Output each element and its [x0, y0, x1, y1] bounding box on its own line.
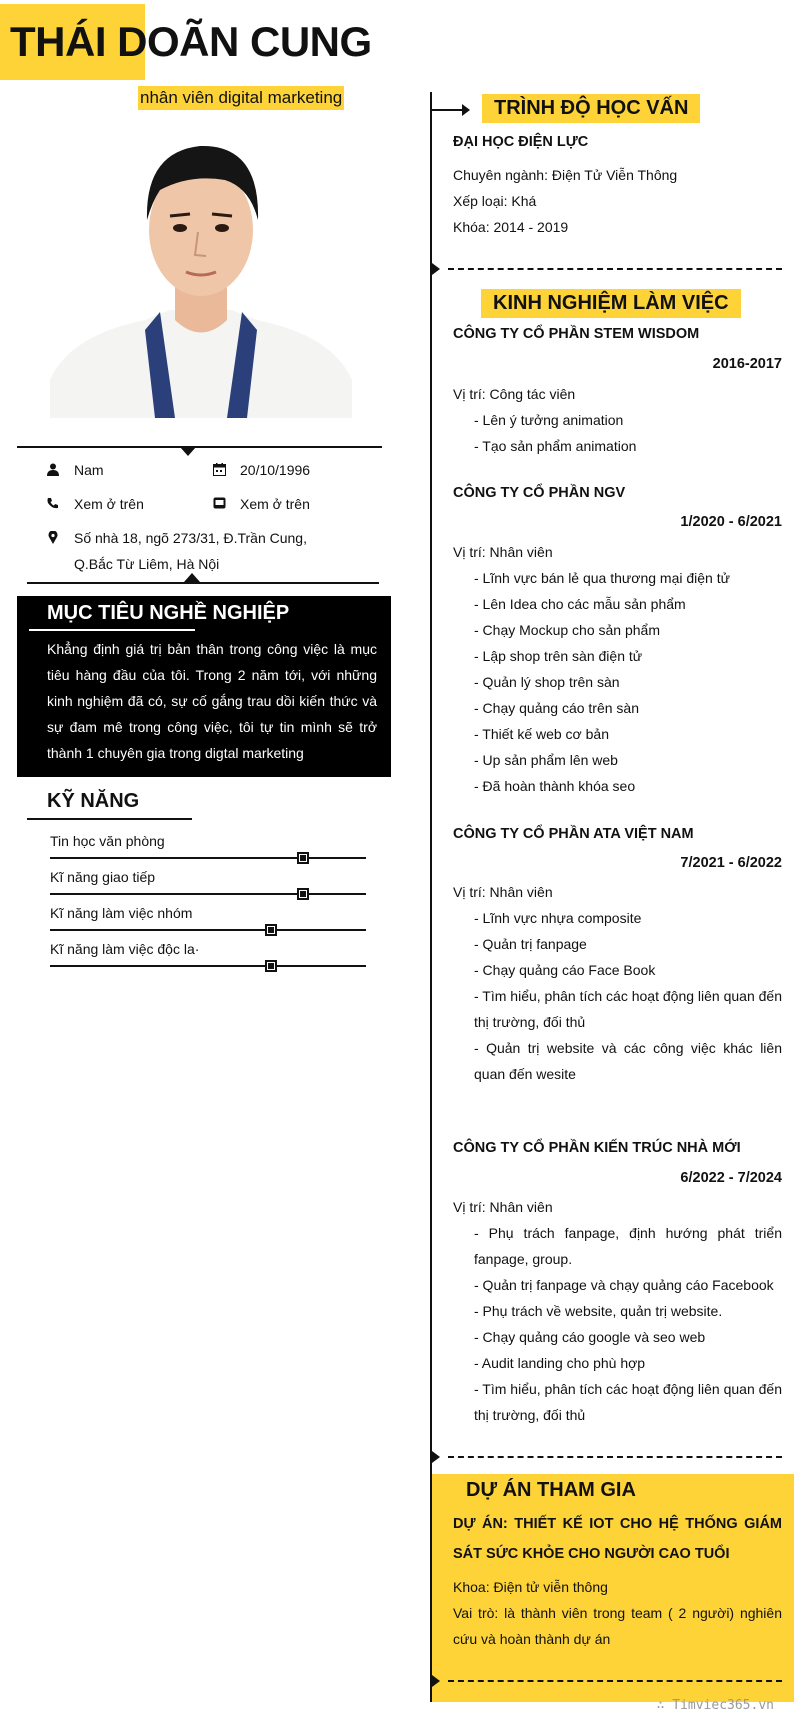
education-line: Khóa: 2014 - 2019 — [453, 219, 569, 235]
job-task: - Chạy Mockup cho sản phẩm — [474, 622, 660, 638]
job-position: Vị trí: Nhân viên — [453, 544, 553, 560]
triangle-up-icon — [184, 573, 200, 582]
skill-bar — [50, 857, 366, 859]
job-task: - Đã hoàn thành khóa seo — [474, 778, 636, 794]
job-task: - Lập shop trên sàn điện tử — [474, 648, 643, 664]
project-name: DỰ ÁN: THIẾT KẾ IOT CHO HỆ THỐNG GIÁM SÁT SỨC KHỎE CHO NGƯỜI CAO TUỔI — [453, 1516, 782, 1562]
job-task: - Phụ trách về website, quản trị website. — [474, 1303, 723, 1319]
company-name: CÔNG TY CỔ PHẦN STEM WISDOM — [453, 326, 700, 342]
profile-photo — [50, 130, 352, 418]
section-divider — [448, 1456, 782, 1458]
job-task: - Quản lý shop trên sàn — [474, 674, 620, 690]
job-task: - Thiết kế web cơ bản — [474, 726, 609, 742]
job-task: - Chạy quảng cáo trên sàn — [474, 700, 639, 716]
job-task: - Quản trị fanpage — [474, 936, 587, 952]
address-line-2: Q.Bắc Từ Liêm, Hà Nội — [74, 556, 220, 572]
job-task: - Audit landing cho phù hợp — [474, 1355, 646, 1371]
skill-bar — [50, 965, 366, 967]
skill-level-marker — [297, 888, 309, 900]
job-task: - Chạy quảng cáo Face Book — [474, 962, 656, 978]
skill-label: Kĩ năng giao tiếp — [50, 869, 156, 885]
experience-title: KINH NGHIỆM LÀM VIỆC — [481, 289, 741, 318]
job-title: nhân viên digital marketing — [138, 86, 344, 110]
job-task: - Quản trị fanpage và chạy quảng cáo Facebook — [474, 1277, 774, 1293]
education-line: Xếp loại: Khá — [453, 193, 537, 209]
job-task: - Lên ý tưởng animation — [474, 412, 624, 428]
job-date: 2016-2017 — [712, 356, 782, 372]
email-icon — [212, 496, 226, 510]
skill-label: Kĩ năng làm việc độc la· — [50, 941, 200, 957]
objective-section — [17, 596, 391, 777]
company-name: CÔNG TY CỔ PHẦN ATA VIỆT NAM — [453, 826, 694, 842]
project-faculty: Khoa: Điện tử viễn thông — [453, 1579, 608, 1595]
objective-title: MỤC TIÊU NGHỀ NGHIỆP — [47, 602, 290, 624]
job-date: 6/2022 - 7/2024 — [680, 1170, 782, 1186]
job-task: - Lên Idea cho các mẫu sản phẩm — [474, 596, 686, 612]
job-task: - Lĩnh vực nhựa composite — [474, 910, 642, 926]
project-role: Vai trò: là thành viên trong team ( 2 người) nghiên cứu và hoàn thành dự án — [453, 1605, 782, 1647]
job-position: Vị trí: Nhân viên — [453, 884, 553, 900]
skills-title: KỸ NĂNG — [47, 790, 140, 812]
job-task: - Lĩnh vực bán lẻ qua thương mại điện tử — [474, 570, 730, 586]
birthday-value: 20/10/1996 — [240, 462, 311, 478]
job-task: - Chạy quảng cáo google và seo web — [474, 1329, 706, 1345]
phone-value: Xem ở trên — [74, 496, 144, 512]
skill-label: Tin học văn phòng — [50, 833, 165, 849]
skill-level-marker — [265, 924, 277, 936]
job-task: - Up sản phẩm lên web — [474, 752, 618, 768]
skill-bar — [50, 929, 366, 931]
education-title: TRÌNH ĐỘ HỌC VẤN — [482, 94, 700, 123]
map-marker-icon — [46, 530, 60, 544]
school-name: ĐẠI HỌC ĐIỆN LỰC — [453, 134, 589, 150]
objective-underline — [29, 629, 195, 631]
skills-underline — [27, 818, 192, 820]
arrow-right-icon — [432, 263, 440, 275]
education-line: Chuyên ngành: Điện Tử Viễn Thông — [453, 167, 678, 183]
section-divider — [448, 268, 782, 270]
job-date: 1/2020 - 6/2021 — [680, 514, 782, 530]
section-divider — [448, 1680, 782, 1682]
job-task: - Tạo sản phẩm animation — [474, 438, 637, 454]
address-line-1: Số nhà 18, ngõ 273/31, Đ.Trần Cung, — [74, 530, 307, 546]
job-date: 7/2021 - 6/2022 — [680, 855, 782, 871]
arrow-right-icon — [462, 104, 470, 116]
job-task: - Tìm hiểu, phân tích các hoạt động liên quan đến thị trường, đối thủ — [474, 988, 782, 1030]
job-task: - Quản trị website và các công việc khác liên quan đến wesite — [474, 1040, 782, 1082]
timeline-connector — [432, 109, 464, 111]
candidate-name: THÁI DOÃN CUNG — [10, 18, 372, 65]
triangle-down-icon — [180, 447, 196, 456]
user-icon — [46, 462, 60, 476]
arrow-right-icon — [432, 1675, 440, 1687]
objective-text: Khẳng định giá trị bản thân trong công việc là mục tiêu hàng đầu của tôi. Trong 2 năm tới, với những kinh nghiệm đã có, sự cố gắng trau dồi kiến thức và sự đam mê trong công việc, tôi tự tin mình sẽ trở thành 1 chuyên gia trong digtal marketing — [47, 641, 377, 761]
company-name: CÔNG TY CỔ PHẦN NGV — [453, 485, 626, 501]
skill-bar — [50, 893, 366, 895]
skill-level-marker — [265, 960, 277, 972]
projects-title: DỰ ÁN THAM GIA — [466, 1479, 636, 1501]
phone-icon — [46, 496, 60, 510]
gender-value: Nam — [74, 462, 104, 478]
job-task: - Tìm hiểu, phân tích các hoạt động liên quan đến thị trường, đối thủ — [474, 1381, 782, 1423]
job-task: - Phụ trách fanpage, định hướng phát triển fanpage, group. — [474, 1225, 782, 1267]
skill-level-marker — [297, 852, 309, 864]
job-position: Vị trí: Công tác viên — [453, 386, 576, 402]
job-position: Vị trí: Nhân viên — [453, 1199, 553, 1215]
info-divider-top — [17, 446, 382, 448]
arrow-right-icon — [432, 1451, 440, 1463]
email-value: Xem ở trên — [240, 496, 310, 512]
company-name: CÔNG TY CỔ PHẦN KIẾN TRÚC NHÀ MỚI — [453, 1140, 741, 1156]
skill-label: Kĩ năng làm việc nhóm — [50, 905, 193, 921]
info-divider-bottom — [27, 582, 379, 584]
calendar-icon — [212, 462, 226, 476]
watermark: ∴ Timviec365.vn — [656, 1698, 774, 1713]
